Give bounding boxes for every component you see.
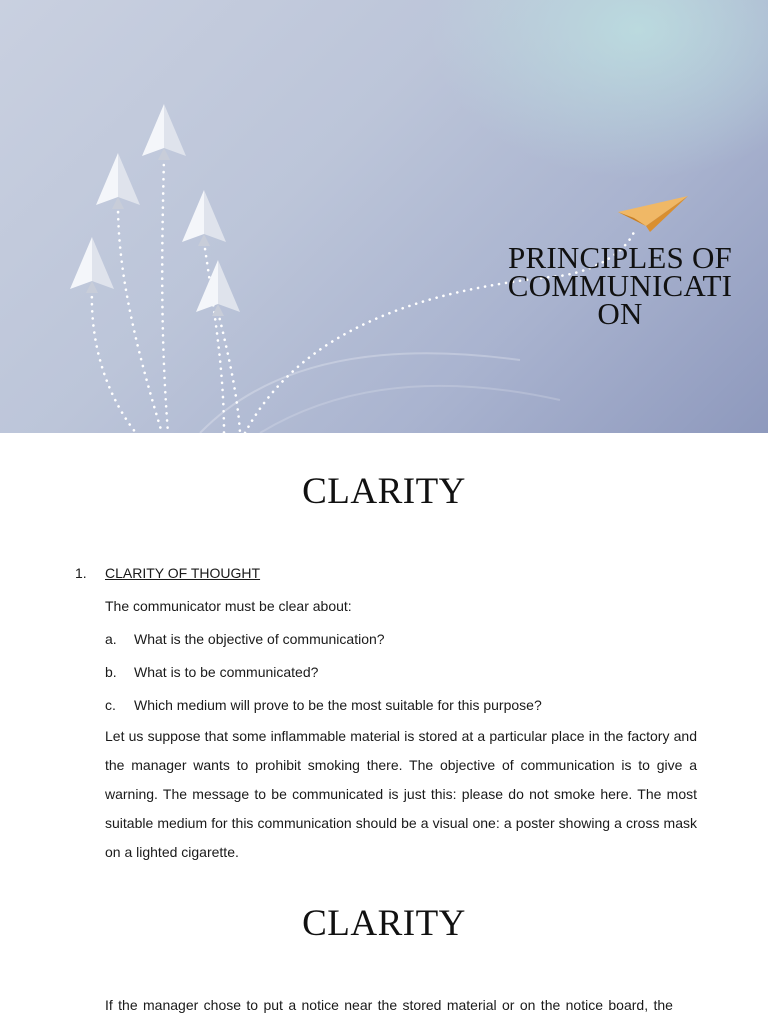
white-paper-plane-icons [70,104,240,316]
point-marker: b. [105,664,117,680]
continuation-paragraph: If the manager chose to put a notice near the stored material or on the notice board, the [105,997,673,1013]
list-item-title: CLARITY OF THOUGHT [105,565,261,581]
point-marker: c. [105,697,116,713]
intro-text: The communicator must be clear about: [105,598,352,614]
paper-planes-illustration [0,0,768,433]
slide-title: PRINCIPLES OF COMMUNICATI ON [507,240,733,331]
section-heading: CLARITY [302,903,466,944]
point-text: Which medium will prove to be the most suitable for this purpose? [134,697,542,713]
point-marker: a. [105,631,117,647]
title-slide [0,0,768,433]
point-text: What is the objective of communication? [134,631,385,647]
point-text: What is to be communicated? [134,664,319,680]
section-heading: CLARITY [302,471,466,512]
example-paragraph: Let us suppose that some inflammable material is stored at a particular place in the factory and the manager wants to prohibit smoking there. The objective of communication is to give a warning. The message to be communicated is just this: please do not smoke here. The most suitable medium for this communication should be a visual one: a poster showing a cross mask on a lighted cigarette. [105,728,697,860]
list-number: 1. [75,565,87,581]
orange-paper-plane-icon [618,196,688,232]
